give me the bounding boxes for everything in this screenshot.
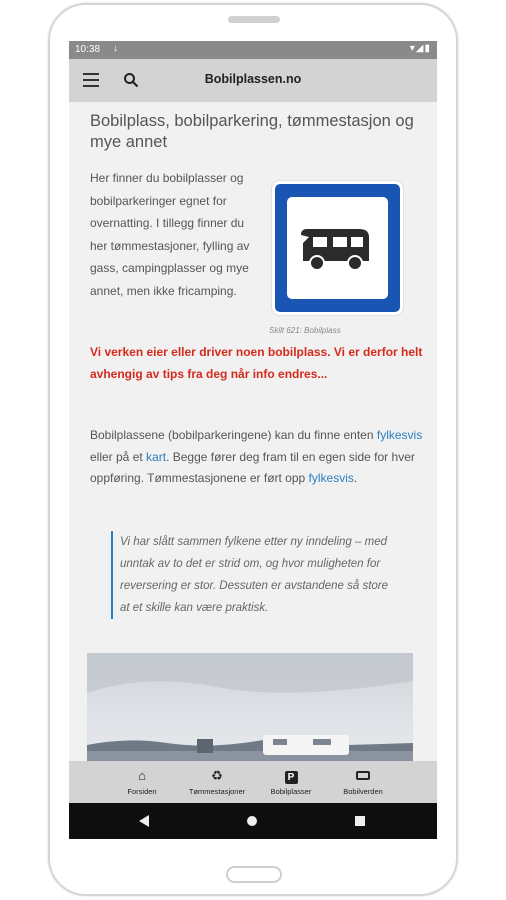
- motorhome-icon: [287, 197, 388, 299]
- p2-text-4: .: [353, 471, 358, 485]
- recents-icon[interactable]: [355, 816, 365, 826]
- warning-text: Vi verken eier eller driver noen bobilplass. Vi er derfor helt avhengig av tips fra deg når info endres...: [90, 345, 423, 381]
- sign-caption: Skilt 621: Bobilplass: [269, 326, 341, 335]
- home-circle-icon[interactable]: [247, 816, 257, 826]
- nav-label-bobilplasser: Bobilplasser: [270, 787, 312, 796]
- article-content[interactable]: [69, 102, 437, 761]
- app-title: Bobilplassen.no: [204, 72, 302, 86]
- photo-scene: [87, 653, 413, 761]
- nav-label-tommestasjoner: Tømmestasjoner: [188, 787, 246, 796]
- app-bar: [69, 59, 437, 102]
- nav-forsiden[interactable]: [119, 761, 165, 803]
- back-icon[interactable]: [139, 815, 149, 827]
- motorhome-photo: [87, 653, 413, 761]
- recycle-icon: ♻: [211, 768, 223, 783]
- nav-label-forsiden: Forsiden: [127, 787, 157, 796]
- link-fylkesvis[interactable]: fylkesvis: [376, 428, 423, 442]
- status-icons: ▾◢▮: [409, 43, 431, 54]
- intro-paragraph: Her finner du bobilplasser og bobilparkeringer egnet for overnatting. I tillegg finner du her tømmestasjoner, fylling av gass, campingplasser og mye annet, men ikke fricamping.: [90, 171, 250, 298]
- phone-speaker: [228, 16, 280, 23]
- link-fylkesvis-tommestasjoner[interactable]: fylkesvis: [308, 471, 354, 485]
- page-title: Bobilplass, bobilparkering, tømmestasjon og mye annet: [90, 112, 414, 151]
- nav-tommestasjoner[interactable]: [179, 761, 255, 803]
- navigation-paragraph: [90, 425, 425, 490]
- keyboard-icon: [335, 767, 391, 785]
- sign-inner: [287, 197, 388, 299]
- p2-text-2: eller på et: [90, 449, 147, 464]
- p2-text-1: Bobilplassene (bobilparkeringene) kan du finne enten: [90, 428, 377, 442]
- nav-label-bobilverden: Bobilverden: [343, 787, 383, 796]
- status-bar: [69, 41, 437, 59]
- motorhome-sign: [275, 184, 400, 312]
- parking-icon: P: [262, 767, 320, 785]
- screen: [69, 41, 437, 839]
- bottom-navigation: [69, 761, 437, 803]
- nav-bobilplasser[interactable]: [262, 761, 320, 803]
- phone-home-button[interactable]: [226, 866, 282, 883]
- system-navigation-bar: [69, 803, 437, 839]
- p2-text-3: . Begge fører deg fram til en egen side for hver oppføring. Tømmestasjonene er ført opp: [90, 449, 415, 485]
- quote-block: Vi har slått sammen fylkene etter ny inndeling – med unntak av to det er strid om, og hvor muligheten for reversering er stor. Dessuten er avstandene så store at et skille kan være praktisk.: [111, 531, 400, 619]
- link-kart[interactable]: kart: [146, 449, 167, 464]
- download-icon: ↓: [113, 43, 118, 54]
- nav-bobilverden[interactable]: [335, 761, 391, 803]
- status-time: 10:38: [75, 44, 101, 55]
- home-icon: ⌂: [138, 768, 146, 783]
